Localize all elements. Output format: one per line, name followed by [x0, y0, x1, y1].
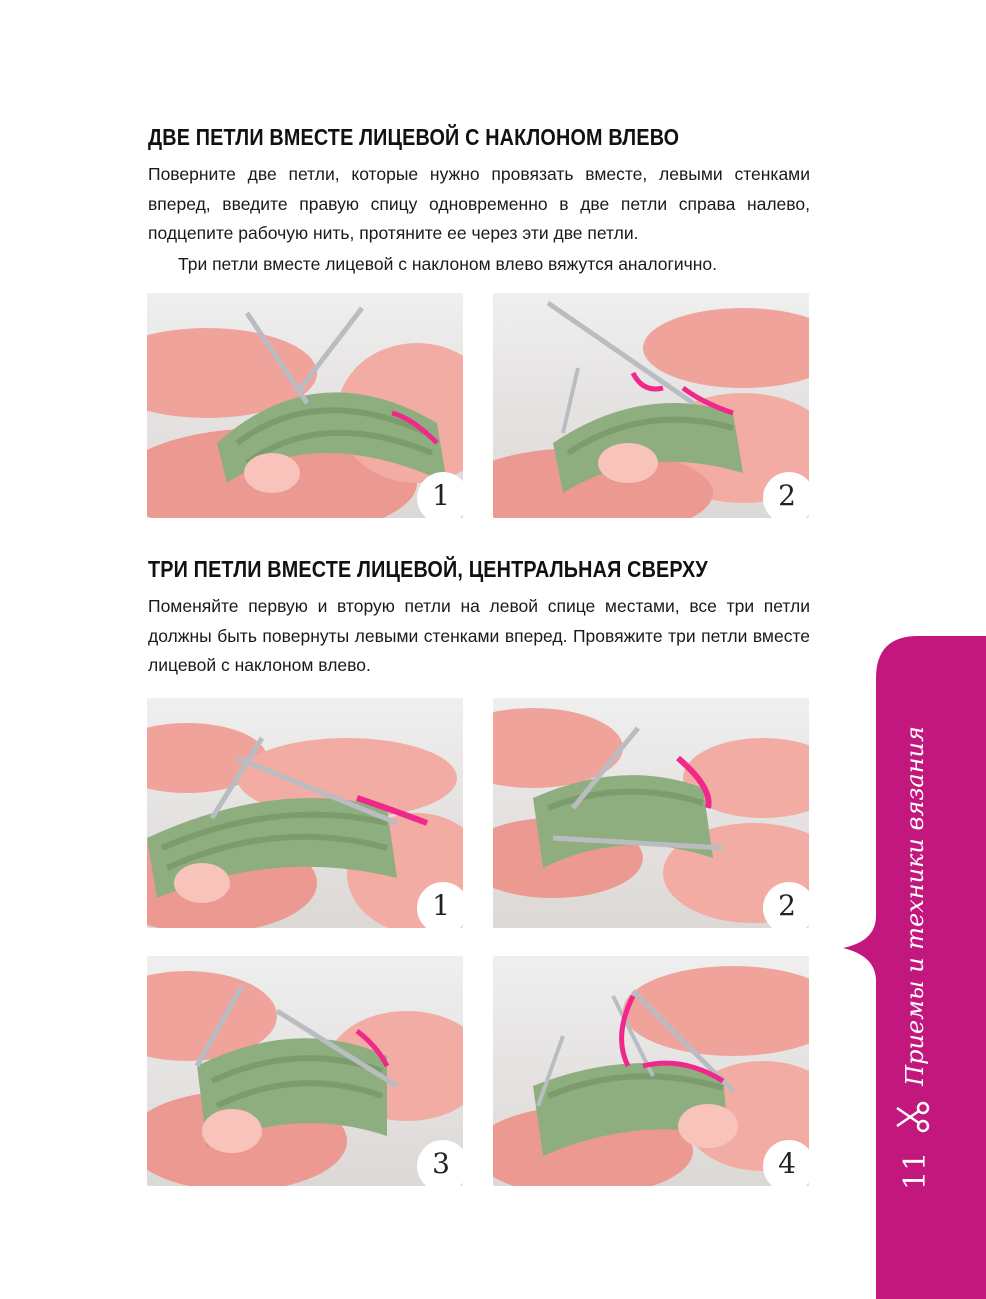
- photo-step-3: [147, 956, 463, 1186]
- step-number: 1: [432, 478, 450, 512]
- knitting-photo-illustration: [147, 698, 463, 928]
- step-number-badge: [417, 472, 463, 518]
- photo-step-1: [147, 293, 463, 518]
- section2-paragraph: Поменяйте первую и вторую петли на левой спице местами, все три петли должны быть повернуты левыми стенками вперед. Провяжите три петли вместе лицевой с наклоном влево.: [148, 596, 810, 675]
- photo-step-2: [493, 293, 809, 518]
- section-heading-two-stitches: ДВЕ ПЕТЛИ ВМЕСТЕ ЛИЦЕВОЙ С НАКЛОНОМ ВЛЕВО: [148, 124, 680, 150]
- scissors-icon: [895, 1100, 936, 1134]
- side-tab-label: [893, 726, 937, 1190]
- knitting-photo-illustration: [147, 293, 463, 518]
- photo-step-1: [147, 698, 463, 928]
- step-number-badge: [763, 472, 809, 518]
- photo-step-2: [493, 698, 809, 928]
- section1-paragraph: Поверните две петли, которые нужно провязать вместе, левыми стенками вперед, введите правую спицу одновременно в две петли справа налево, подцепите рабочую нить, протяните ее через эти две петли.: [148, 164, 810, 243]
- step-number: 2: [778, 888, 796, 922]
- step-number: 3: [432, 1146, 450, 1180]
- step-number-badge: [763, 882, 809, 928]
- step-number: 1: [432, 888, 450, 922]
- section-heading-three-stitches: ТРИ ПЕТЛИ ВМЕСТЕ ЛИЦЕВОЙ, ЦЕНТРАЛЬНАЯ СВЕРХУ: [148, 556, 708, 582]
- section1-note: Три петли вместе лицевой с наклоном влево вяжутся аналогично.: [178, 254, 717, 274]
- knitting-photo-illustration: [493, 293, 809, 518]
- page-number: 11: [897, 1151, 933, 1190]
- knitting-photo-illustration: [493, 698, 809, 928]
- chapter-title: Приемы и техники вязания: [901, 726, 929, 1086]
- knitting-photo-illustration: [493, 956, 809, 1186]
- step-number-badge: [417, 1140, 463, 1186]
- knitting-photo-illustration: [147, 956, 463, 1186]
- photo-step-4: [493, 956, 809, 1186]
- step-number: 2: [778, 478, 796, 512]
- step-number-badge: [763, 1140, 809, 1186]
- step-number: 4: [778, 1146, 796, 1180]
- step-number-badge: [417, 882, 463, 928]
